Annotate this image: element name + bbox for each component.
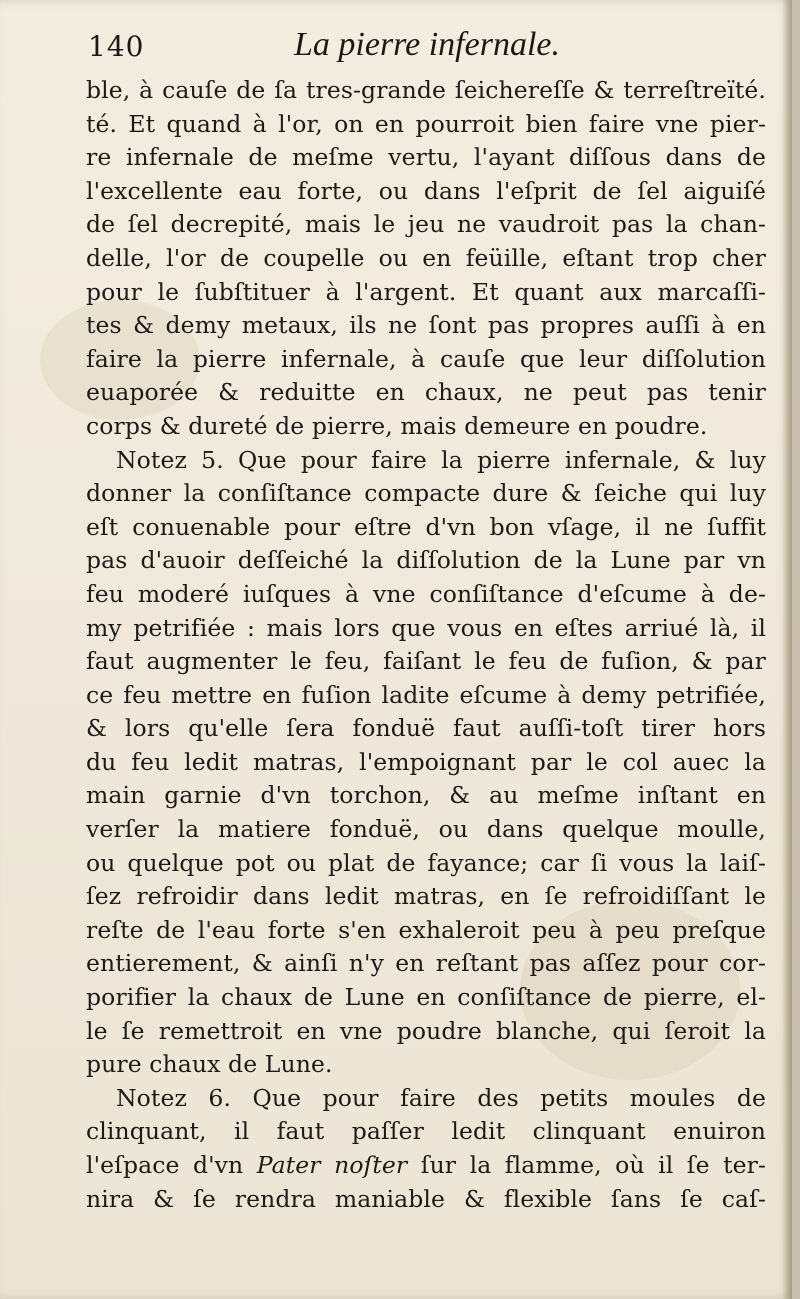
text-line: ſez refroidir dans ledit matras, en ſe refroidiſſant le — [86, 882, 766, 911]
text-line: donner la conſiſtance compacte dure & ſeiche qui luy — [86, 479, 766, 508]
text-line: pour le ſubſtituer à l'argent. Et quant aux marcaſſi- — [86, 277, 766, 306]
text-line: porifier la chaux de Lune en conſiſtance de pierre, el- — [86, 983, 766, 1012]
text-line: delle, l'or de coupelle ou en feüille, eſtant trop cher — [86, 243, 766, 272]
page-number: 140 — [88, 30, 145, 63]
text-line: de ſel decrepité, mais le jeu ne vaudroit pas la chan- — [86, 210, 766, 239]
text-line: faut augmenter le feu, faiſant le feu de fuſion, & par — [86, 647, 766, 676]
text-line: pure chaux de Lune. — [86, 1050, 333, 1079]
text-line: euaporée & reduitte en chaux, ne peut pas tenir — [86, 378, 766, 407]
text-line: pas d'auoir deſſeiché la diſſolution de la Lune par vn — [86, 546, 766, 575]
text-line: re infernale de meſme vertu, l'ayant diſſous dans de — [86, 143, 766, 172]
text-line: & lors qu'elle ſera fonduë faut auſſi-toſt tirer hors — [86, 714, 766, 743]
text-line: my petrifiée : mais lors que vous en eſtes arriué là, il — [86, 613, 766, 642]
text-line: nira & ſe rendra maniable & flexible ſans ſe caſ- — [86, 1184, 766, 1213]
text-line: l'excellente eau forte, ou dans l'eſprit de ſel aiguiſé — [86, 176, 766, 205]
text-line: feu moderé iuſques à vne conſiſtance d'eſcume à de- — [86, 579, 766, 608]
text-line: eſt conuenable pour eſtre d'vn bon vſage, il ne ſuffit — [86, 512, 766, 541]
text-line: verſer la matiere fonduë, ou dans quelque moulle, — [86, 815, 766, 844]
text-line: faire la pierre infernale, à cauſe que leur diſſolution — [86, 344, 766, 373]
italic-phrase: Pater noſter — [256, 1151, 408, 1179]
text-fragment: ſur la flamme, où il ſe ter- — [420, 1151, 767, 1179]
text-line: entierement, & ainſi n'y en reſtant pas aſſez pour cor- — [86, 949, 766, 978]
text-line: ce feu mettre en fuſion ladite eſcume à demy petrifiée, — [86, 680, 766, 709]
text-line: corps & dureté de pierre, mais demeure en poudre. — [86, 411, 708, 440]
page-header — [88, 26, 768, 74]
text-fragment: l'eſpace d'vn — [86, 1151, 244, 1179]
text-line: clinquant, il faut paſſer ledit clinquant enuiron — [86, 1117, 766, 1146]
text-line: le ſe remettroit en vne poudre blanche, qui ſeroit la — [86, 1016, 766, 1045]
text-line: Notez 5. Que pour faire la pierre infernale, & luy — [116, 445, 766, 474]
body-text — [86, 74, 766, 1216]
text-line: Notez 6. Que pour faire des petits moules de — [116, 1083, 766, 1112]
text-line: main garnie d'vn torchon, & au meſme inſtant en — [86, 781, 766, 810]
text-line: ou quelque pot ou plat de fayance; car ſi vous la laiſ- — [86, 848, 766, 877]
text-line: ble, à cauſe de ſa tres-grande ſeichereſſe & terreſtreïté. — [86, 76, 766, 104]
text-line: du feu ledit matras, l'empoignant par le col auec la — [86, 747, 766, 776]
text-line: tes & demy metaux, ils ne ſont pas propres auſſi à en — [86, 311, 766, 340]
text-line: té. Et quand à l'or, on en pourroit bien faire vne pier- — [86, 109, 766, 138]
text-line: reſte de l'eau forte s'en exhaleroit peu à peu preſque — [86, 915, 766, 944]
running-title: La pierre infernale. — [294, 26, 560, 63]
text-line — [86, 1149, 766, 1183]
